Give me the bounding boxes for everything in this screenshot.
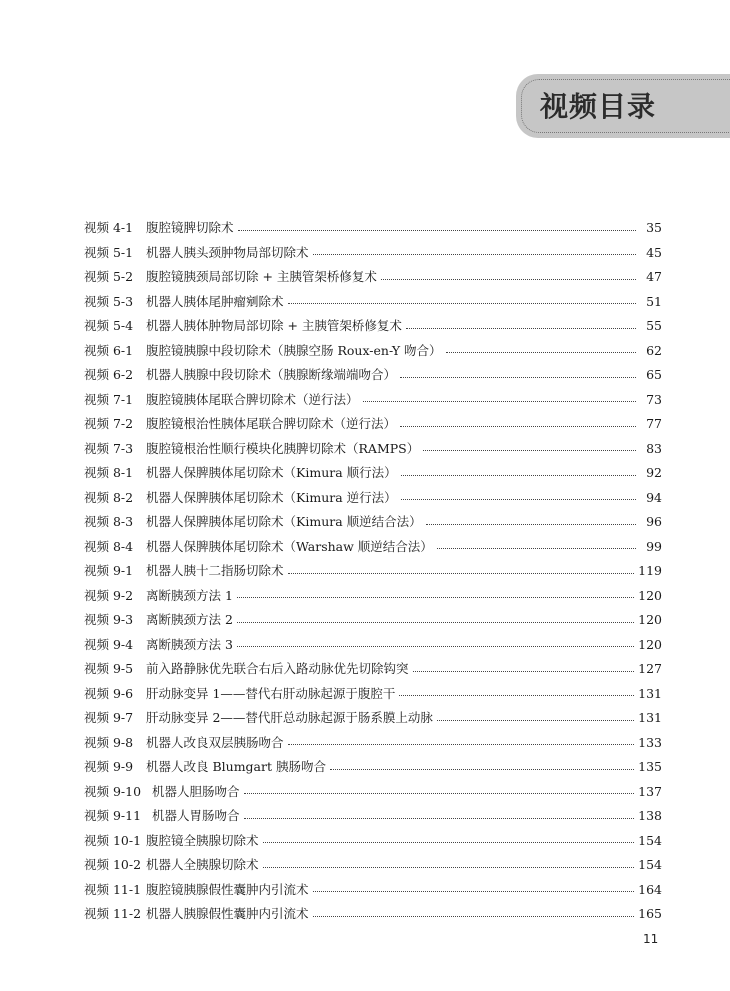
- toc-entry-title: 机器人保脾胰体尾切除术（Kimura 顺逆结合法）: [146, 514, 422, 529]
- toc-entry-title: 机器人胰腺假性囊肿内引流术: [146, 906, 309, 921]
- toc-entry[interactable]: [84, 731, 662, 756]
- toc-entry[interactable]: [84, 608, 662, 633]
- toc-entry-page: 138: [638, 808, 662, 823]
- toc-entry-title: 腹腔镜根治性顺行模块化胰脾切除术（RAMPS）: [146, 440, 420, 456]
- toc-entry-page: 55: [646, 318, 662, 333]
- dot-leader: [288, 303, 636, 304]
- dot-leader: [244, 793, 635, 794]
- toc-entry-page: 62: [646, 342, 662, 358]
- toc-entry-title: 机器人保脾胰体尾切除术（Kimura 逆行法）: [146, 489, 397, 505]
- toc-entry-page: 92: [646, 465, 662, 480]
- dot-leader: [363, 401, 636, 402]
- toc-entry-title: 前入路静脉优先联合右后入路动脉优先切除钩突: [146, 661, 409, 676]
- toc-entry[interactable]: [84, 584, 662, 609]
- toc-entry-page: 65: [646, 367, 662, 382]
- dot-leader: [381, 279, 636, 280]
- dot-leader: [237, 622, 634, 623]
- toc-entry-title: 腹腔镜胰体尾联合脾切除术（逆行法）: [146, 391, 359, 407]
- toc-entry-title: 离断胰颈方法 3: [146, 636, 233, 652]
- toc-entry-page: 45: [646, 244, 662, 260]
- toc-entry-code: 视频 8-3: [84, 514, 134, 529]
- toc-entry-title: 机器人改良 Blumgart 胰肠吻合: [146, 759, 326, 774]
- toc-entry-page: 120: [638, 587, 662, 603]
- toc-entry-title: 机器人胰头颈肿物局部切除术: [146, 244, 309, 260]
- toc-entry-page: 47: [646, 269, 662, 284]
- toc-entry-code: 视频 8-4: [84, 538, 134, 554]
- dot-leader: [413, 671, 635, 672]
- toc-entry-page: 154: [638, 857, 662, 872]
- dot-leader: [401, 499, 636, 500]
- toc-entry-page: 120: [638, 612, 662, 627]
- dot-leader: [313, 891, 635, 892]
- toc-entry-code: 视频 6-2: [84, 367, 134, 382]
- toc-entry-code: 视频 7-1: [84, 391, 134, 407]
- toc-entry-code: 视频 9-9: [84, 759, 134, 774]
- toc-entry[interactable]: [84, 829, 662, 854]
- toc-entry[interactable]: [84, 486, 662, 511]
- dot-leader: [426, 524, 636, 525]
- toc-entry-code: 视频 5-4: [84, 318, 134, 333]
- dot-leader: [423, 450, 636, 451]
- toc-entry[interactable]: [84, 535, 662, 560]
- dot-leader: [437, 720, 634, 721]
- dot-leader: [400, 377, 636, 378]
- toc-entry-code: 视频 9-7: [84, 710, 134, 725]
- dot-leader: [263, 842, 635, 843]
- toc-entry[interactable]: [84, 755, 662, 780]
- toc-entry[interactable]: [84, 388, 662, 413]
- dot-leader: [288, 744, 635, 745]
- toc-entry-page: 137: [638, 783, 662, 799]
- dot-leader: [399, 695, 634, 696]
- toc-entry[interactable]: [84, 878, 662, 903]
- toc-entry-title: 机器人胰体尾肿瘤剜除术: [146, 293, 284, 309]
- toc-entry-code: 视频 5-3: [84, 293, 134, 309]
- toc-entry-code: 视频 9-5: [84, 661, 134, 676]
- toc-entry-title: 机器人胃肠吻合: [152, 808, 240, 823]
- toc-entry-title: 机器人保脾胰体尾切除术（Warshaw 顺逆结合法）: [146, 538, 433, 554]
- toc-entry-page: 131: [638, 685, 662, 701]
- toc-entry-title: 离断胰颈方法 1: [146, 587, 233, 603]
- toc-entry-code: 视频 11-2: [84, 906, 142, 921]
- toc-entry-code: 视频 9-8: [84, 734, 134, 750]
- dot-leader: [406, 328, 636, 329]
- toc-entry-title: 肝动脉变异 1——替代右肝动脉起源于腹腔干: [146, 685, 396, 701]
- dot-leader: [237, 646, 634, 647]
- section-title-banner: [516, 74, 730, 138]
- toc-entry-code: 视频 5-1: [84, 244, 134, 260]
- toc-entry[interactable]: [84, 633, 662, 658]
- toc-entry-page: 119: [638, 563, 662, 578]
- dot-leader: [400, 426, 636, 427]
- toc-entry[interactable]: [84, 265, 662, 290]
- toc-entry-code: 视频 10-1: [84, 832, 142, 848]
- toc-entry[interactable]: [84, 290, 662, 315]
- toc-entry-code: 视频 9-4: [84, 636, 134, 652]
- toc-entry-page: 99: [646, 538, 662, 554]
- toc-entry-title: 腹腔镜全胰腺切除术: [146, 832, 259, 848]
- toc-entry-page: 94: [646, 489, 662, 505]
- toc-entry-page: 96: [646, 514, 662, 529]
- dot-leader: [446, 352, 636, 353]
- toc-entry-title: 腹腔镜脾切除术: [146, 220, 234, 235]
- toc-entry-code: 视频 6-1: [84, 342, 134, 358]
- toc-entry[interactable]: [84, 412, 662, 437]
- toc-entry-code: 视频 9-6: [84, 685, 134, 701]
- toc-entry-page: 131: [638, 710, 662, 725]
- toc-entry-code: 视频 7-3: [84, 440, 134, 456]
- dot-leader: [313, 254, 636, 255]
- toc-entry-page: 120: [638, 636, 662, 652]
- toc-entry[interactable]: [84, 853, 662, 878]
- page-title: 视频目录: [540, 90, 657, 123]
- toc-entry-code: 视频 11-1: [84, 881, 142, 897]
- toc-entry-title: 腹腔镜胰腺中段切除术（胰腺空肠 Roux-en-Y 吻合）: [146, 342, 442, 358]
- toc-entry-page: 164: [638, 881, 662, 897]
- toc-entry-page: 51: [646, 293, 662, 309]
- toc-entry-page: 165: [638, 906, 662, 921]
- toc-entry[interactable]: [84, 682, 662, 707]
- dot-leader: [288, 573, 635, 574]
- toc-entry[interactable]: [84, 461, 662, 486]
- toc-entry[interactable]: [84, 437, 662, 462]
- toc-entry-title: 机器人改良双层胰肠吻合: [146, 734, 284, 750]
- toc-entry-title: 机器人胰十二指肠切除术: [146, 563, 284, 578]
- dot-leader: [244, 818, 635, 819]
- toc-entry-page: 127: [638, 661, 662, 676]
- toc-entry[interactable]: [84, 559, 662, 584]
- dot-leader: [401, 475, 636, 476]
- toc-entry[interactable]: [84, 339, 662, 364]
- toc-entry-page: 135: [638, 759, 662, 774]
- dot-leader: [263, 867, 635, 868]
- toc-entry-page: 77: [646, 416, 662, 431]
- toc-entry-page: 154: [638, 832, 662, 848]
- page-number: 11: [643, 932, 659, 946]
- toc-entry-page: 133: [638, 734, 662, 750]
- toc-entry-code: 视频 9-2: [84, 587, 134, 603]
- toc-entry-title: 机器人胰体肿物局部切除 + 主胰管架桥修复术: [146, 318, 402, 333]
- dot-leader: [330, 769, 634, 770]
- toc-entry-code: 视频 9-3: [84, 612, 134, 627]
- toc-entry-code: 视频 7-2: [84, 416, 134, 431]
- toc-entry[interactable]: [84, 657, 662, 682]
- toc-entry-page: 35: [646, 220, 662, 235]
- toc-entry[interactable]: [84, 804, 662, 829]
- toc-entry-page: 83: [646, 440, 662, 456]
- toc-entry-page: 73: [646, 391, 662, 407]
- toc-entry-title: 机器人胆肠吻合: [152, 783, 240, 799]
- toc-entry-code: 视频 9-1: [84, 563, 134, 578]
- dot-leader: [437, 548, 636, 549]
- dot-leader: [313, 916, 635, 917]
- dot-leader: [237, 597, 634, 598]
- toc-entry-title: 腹腔镜胰腺假性囊肿内引流术: [146, 881, 309, 897]
- toc-entry-title: 离断胰颈方法 2: [146, 612, 233, 627]
- video-toc-list: [84, 216, 662, 927]
- toc-entry-title: 机器人保脾胰体尾切除术（Kimura 顺行法）: [146, 465, 397, 480]
- toc-entry-code: 视频 8-1: [84, 465, 134, 480]
- toc-entry-title: 腹腔镜根治性胰体尾联合脾切除术（逆行法）: [146, 416, 397, 431]
- toc-entry-code: 视频 9-10: [84, 783, 142, 799]
- toc-entry[interactable]: [84, 216, 662, 241]
- toc-entry-code: 视频 5-2: [84, 269, 134, 284]
- toc-entry-code: 视频 8-2: [84, 489, 134, 505]
- toc-entry[interactable]: [84, 510, 662, 535]
- toc-entry[interactable]: [84, 363, 662, 388]
- toc-entry-code: 视频 10-2: [84, 857, 142, 872]
- toc-entry-title: 腹腔镜胰颈局部切除 + 主胰管架桥修复术: [146, 269, 377, 284]
- toc-entry[interactable]: [84, 241, 662, 266]
- toc-entry-code: 视频 9-11: [84, 808, 142, 823]
- toc-entry-title: 肝动脉变异 2——替代肝总动脉起源于肠系膜上动脉: [146, 710, 433, 725]
- toc-entry-title: 机器人全胰腺切除术: [146, 857, 259, 872]
- toc-entry[interactable]: [84, 902, 662, 927]
- toc-entry[interactable]: [84, 780, 662, 805]
- toc-entry-code: 视频 4-1: [84, 220, 134, 235]
- toc-entry[interactable]: [84, 314, 662, 339]
- toc-entry[interactable]: [84, 706, 662, 731]
- toc-entry-title: 机器人胰腺中段切除术（胰腺断缘端端吻合）: [146, 367, 397, 382]
- dot-leader: [238, 230, 636, 231]
